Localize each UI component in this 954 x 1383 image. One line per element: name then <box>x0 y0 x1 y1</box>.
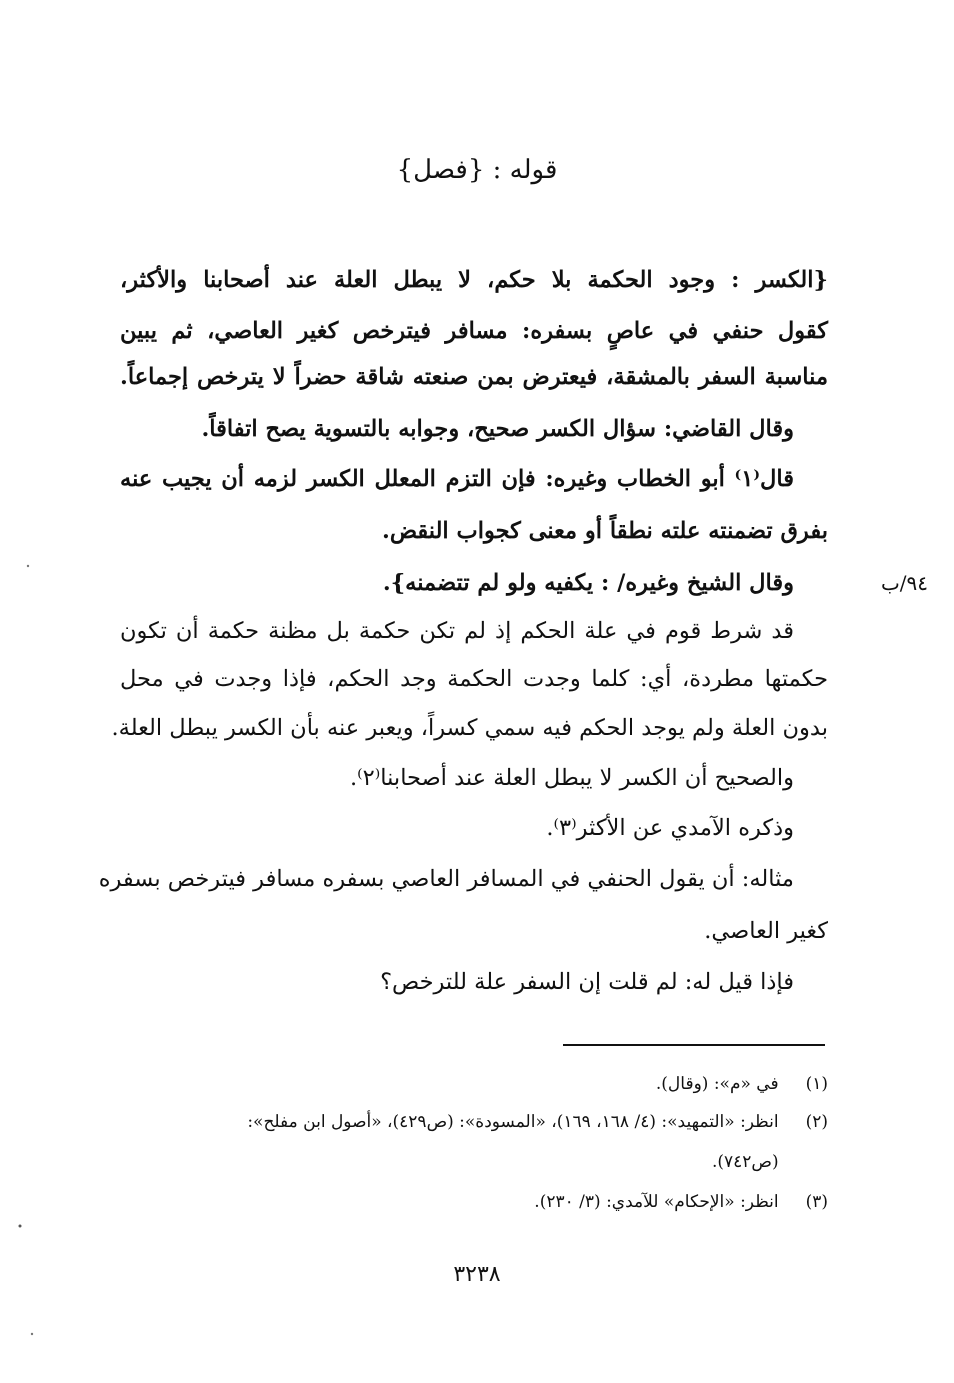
footnote-text: في «م»: (وقال). <box>655 1074 779 1094</box>
body-line-3: مناسبة السفر بالمشقة، فيعترض بمن صنعته شاقة حضراً لا يترخص إجماعاً. <box>120 364 828 390</box>
body-line-2: كقول حنفي في عاصٍ بسفره: مسافر فيترخص كغير العاصي، ثم يبين <box>120 318 828 344</box>
body-line-15: فإذا قيل له: لم قلت إن السفر علة للترخص؟ <box>380 969 794 995</box>
footnote-number: (٢) <box>805 1112 828 1132</box>
section-heading: قوله : {فصل} <box>396 155 558 185</box>
manuscript-folio-note: ٩٤/ب <box>880 571 928 595</box>
body-line-14: كغير العاصي. <box>704 918 828 944</box>
footnote-text: (ص٧٤٢). <box>711 1152 779 1172</box>
body-line-13: مثاله: أن يقول الحنفي في المسافر العاصي بسفره مسافر فيترخص بسفره <box>98 866 794 892</box>
body-line-5: قال⁽١⁾ أبو الخطاب وغيره: فإن التزم المعلل الكسر لزمه أن يجيب عنه <box>120 466 794 492</box>
body-line-12: وذكره الآمدي عن الأكثر⁽٣⁾. <box>546 815 794 841</box>
body-line-8: قد شرط قوم في علة الحكم إذ لم تكن حكمة بل مظنة حكمة أن تكون <box>120 618 794 644</box>
footnote-text: انظر: «التمهيد»: (٤/ ١٦٨، ١٦٩)، «المسودة»: (ص٤٢٩)، «أصول ابن مفلح»: <box>247 1112 779 1132</box>
body-line-6: بفرق تضمنته علته نطقاً أو معنى كجواب النقض. <box>382 518 828 544</box>
body-line-1: {الكسر : وجود الحكمة بلا حكم، لا يبطل العلة عند أصحابنا والأكثر، <box>120 267 828 293</box>
footnote-text: انظر: «الإحكام» للآمدي: (٣/ ٢٣٠). <box>534 1192 779 1212</box>
page-number: ٣٢٣٨ <box>453 1262 501 1287</box>
body-line-9: حكمتها مطردة، أي: كلما وجدت الحكمة وجد الحكم، فإذا وجدت في محل <box>120 666 828 692</box>
body-line-7: وقال الشيخ وغيره/ : يكفيه ولو لم تتضمنه}. <box>382 570 794 596</box>
body-line-4: وقال القاضي: سؤال الكسر صحيح، وجوابه بالتسوية يصح اتفاقاً. <box>201 416 794 442</box>
body-line-11: والصحيح أن الكسر لا يبطل العلة عند أصحابنا⁽٢⁾. <box>349 765 794 791</box>
body-line-10: بدون العلة ولم يوجد الحكم فيه سمي كسراً، ويعبر عنه بأن الكسر يبطل العلة. <box>111 715 828 741</box>
footnote-number: (١) <box>805 1074 828 1094</box>
footnote-number: (٣) <box>805 1192 828 1212</box>
